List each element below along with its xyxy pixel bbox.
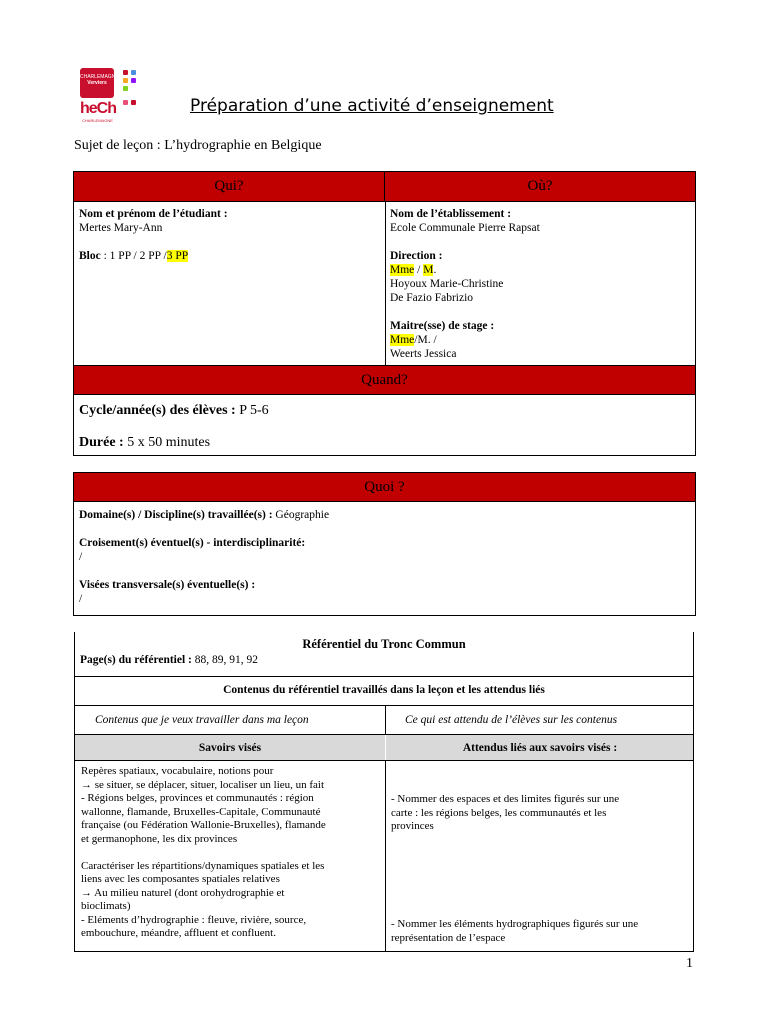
direction-name-2: De Fazio Fabrizio xyxy=(390,292,474,304)
savoir-line: Repères spatiaux, vocabulaire, notions pour xyxy=(81,765,274,777)
qui-cell xyxy=(79,207,379,263)
visees-value: / xyxy=(79,593,83,605)
qui-header: Qui? xyxy=(74,172,385,202)
domaine-label: Domaine(s) / Discipline(s) travaillée(s) : xyxy=(79,509,273,521)
direction-sep: / xyxy=(414,264,424,276)
student-label: Nom et prénom de l’étudiant : xyxy=(79,208,228,220)
direction-label: Direction : xyxy=(390,250,443,262)
col1-header: Savoirs visés xyxy=(198,742,262,754)
savoir-line: et germanophone, les dix provinces xyxy=(81,832,238,845)
logo-mark xyxy=(80,68,119,98)
content-divider xyxy=(385,761,386,952)
attendu-line: - Nommer des espaces et des limites figurés sur une xyxy=(391,793,620,805)
savoir-line: → Au milieu naturel (dont orohydrographie et xyxy=(81,886,285,899)
bloc-line xyxy=(79,249,379,263)
logo-dot xyxy=(123,70,128,75)
col1-intro: Contenus que je veux travailler dans ma leçon xyxy=(95,714,309,726)
attendu-line: - Nommer les éléments hydrographiques figurés sur une xyxy=(391,918,639,930)
school-name: Ecole Communale Pierre Rapsat xyxy=(390,222,540,234)
attendus-1 xyxy=(391,793,691,834)
savoir-line: wallonne, flamande, Bruxelles-Capitale, Communauté xyxy=(81,805,321,818)
qui-ou-divider xyxy=(385,202,386,365)
direction-line xyxy=(390,263,690,277)
student-name: Mertes Mary-Ann xyxy=(79,222,163,234)
quoi-header: Quoi ? xyxy=(74,473,695,502)
cycle-value: P 5-6 xyxy=(235,403,269,418)
logo-dot xyxy=(123,78,128,83)
ou-cell xyxy=(390,207,690,361)
savoirs-list xyxy=(81,765,381,941)
school-logo xyxy=(78,66,140,124)
savoir-line: - Régions belges, provinces et communautés : région xyxy=(81,792,314,804)
quand-header: Quand? xyxy=(74,365,695,395)
duree-value: 5 x 50 minutes xyxy=(123,435,211,450)
contenus-header: Contenus du référentiel travaillés dans la leçon et les attendus liés xyxy=(223,684,545,696)
croisement-value: / xyxy=(79,551,83,563)
quoi-cell xyxy=(79,508,679,606)
savoir-line: - Eléments d’hydrographie : fleuve, rivière, source, xyxy=(81,913,307,926)
logo-brand: heCh xyxy=(80,100,116,117)
duree-label: Durée : xyxy=(79,435,124,450)
domaine-line xyxy=(79,508,679,522)
bloc-label: Bloc xyxy=(79,250,101,262)
col2-header: Attendus liés aux savoirs visés : xyxy=(462,742,618,754)
quand-cell xyxy=(79,402,679,452)
direction-dot: . xyxy=(433,264,437,276)
direction-mme: Mme xyxy=(390,264,415,276)
col2-intro: Ce qui est attendu de l’élèves sur les contenus xyxy=(405,714,618,726)
referentiel-table xyxy=(74,632,694,952)
attendu-line: représentation de l’espace xyxy=(391,931,506,944)
page-number: 1 xyxy=(686,956,693,971)
contenus-header-row xyxy=(74,676,694,705)
logo-dot xyxy=(131,100,136,105)
savoir-line: bioclimats) xyxy=(81,900,131,912)
bloc-selected: 3 PP xyxy=(166,250,189,262)
qui-ou-quand-table xyxy=(73,171,696,456)
savoir-line: Caractériser les répartitions/dynamiques spatiales et les xyxy=(81,859,325,872)
savoir-line: → se situer, se déplacer, situer, localiser un lieu, un fait xyxy=(81,778,325,791)
quoi-table xyxy=(73,472,696,616)
logo-text-1: CHARLEMAGNE xyxy=(80,74,119,80)
intro-row xyxy=(74,705,694,734)
pages-value: 88, 89, 91, 92 xyxy=(191,654,258,666)
maitre-name: Weerts Jessica xyxy=(390,348,457,360)
pages-label: Page(s) du référentiel : xyxy=(80,654,192,666)
lesson-subject: Sujet de leçon : L’hydrographie en Belgique xyxy=(74,138,322,153)
maitre-line xyxy=(390,333,690,347)
maitre-mme: Mme xyxy=(390,334,415,346)
cycle-line xyxy=(79,402,679,420)
cycle-label: Cycle/année(s) des élèves : xyxy=(79,403,236,418)
maitre-rest: /M. / xyxy=(414,334,437,346)
maitre-label: Maitre(sse) de stage : xyxy=(390,320,495,332)
savoirs-content-row xyxy=(74,760,694,952)
savoir-line: liens avec les composantes spatiales relatives xyxy=(81,873,280,885)
bloc-options: : 1 PP / 2 PP / xyxy=(100,250,167,262)
savoirs-header-row xyxy=(74,734,694,760)
pages-line xyxy=(80,653,258,667)
intro-divider xyxy=(385,706,386,735)
referentiel-title-row xyxy=(74,632,694,676)
logo-dot xyxy=(131,70,136,75)
ou-header: Où? xyxy=(385,172,695,202)
logo-dot xyxy=(123,86,128,91)
direction-m: M xyxy=(423,264,434,276)
domaine-value: Géographie xyxy=(272,509,330,521)
school-label: Nom de l’établissement : xyxy=(390,208,512,220)
attendu-line: carte : les régions belges, les communautés et les xyxy=(391,806,607,819)
savoir-line xyxy=(81,846,381,860)
page-title: Préparation d’une activité d’enseignement xyxy=(190,96,554,116)
attendu-line: provinces xyxy=(391,820,434,832)
visees-label: Visées transversale(s) éventuelle(s) : xyxy=(79,579,256,591)
logo-sub: CHARLEMAGNE xyxy=(82,118,113,123)
savoir-line: française (ou Fédération Wallonie-Bruxelles), flamande xyxy=(81,819,326,831)
logo-dot xyxy=(131,78,136,83)
logo-dot xyxy=(123,100,128,105)
croisement-label: Croisement(s) éventuel(s) - interdisciplinarité: xyxy=(79,537,306,549)
savoir-line: embouchure, méandre, affluent et confluent. xyxy=(81,927,276,939)
duree-line xyxy=(79,434,679,452)
direction-name-1: Hoyoux Marie-Christine xyxy=(390,278,504,290)
logo-text-2: Verviers xyxy=(87,80,107,86)
referentiel-title: Référentiel du Tronc Commun xyxy=(302,637,466,651)
attendus-2 xyxy=(391,918,691,945)
